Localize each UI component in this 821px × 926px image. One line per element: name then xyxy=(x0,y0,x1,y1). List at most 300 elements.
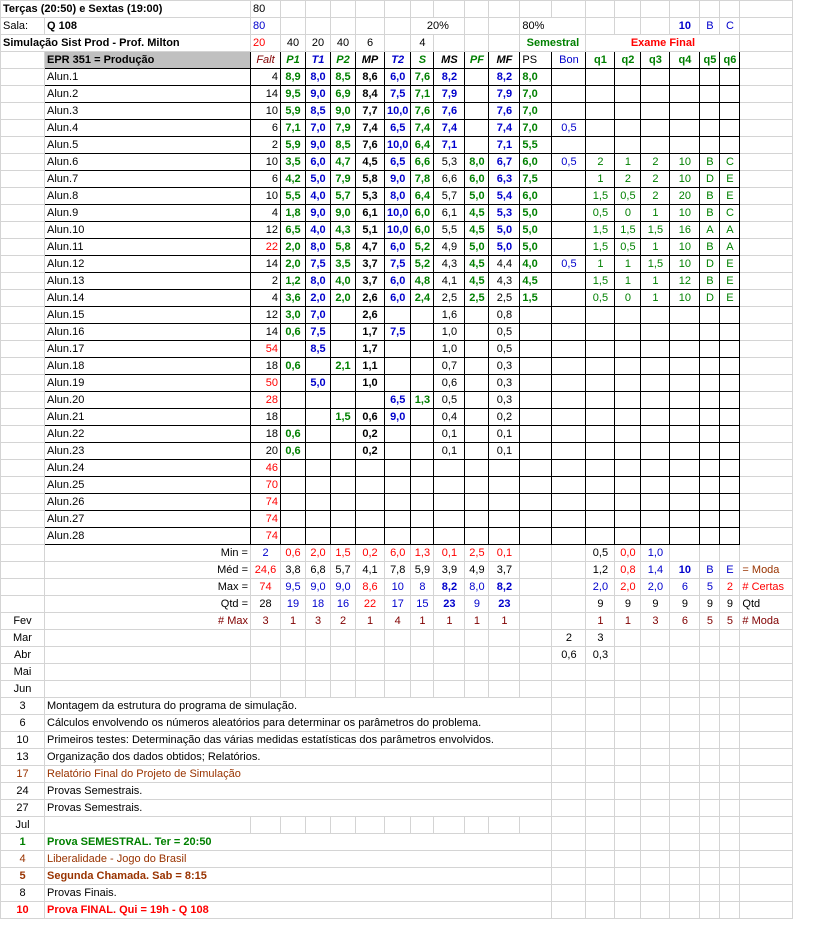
student-cell[interactable]: A xyxy=(720,239,740,256)
stats-value[interactable]: 17 xyxy=(385,596,411,613)
student-cell[interactable] xyxy=(331,443,356,460)
empty-cell[interactable] xyxy=(331,630,356,647)
student-cell[interactable]: 7,6 xyxy=(411,69,434,86)
student-cell[interactable] xyxy=(552,290,586,307)
student-cell[interactable] xyxy=(700,69,720,86)
empty-cell[interactable] xyxy=(1,205,45,222)
student-cell[interactable]: 7,5 xyxy=(306,256,331,273)
weight-5[interactable]: 4 xyxy=(411,35,434,52)
student-cell[interactable]: 7,5 xyxy=(520,171,552,188)
student-name[interactable]: Alun.19 xyxy=(45,375,251,392)
stats-note[interactable]: Qtd xyxy=(740,596,793,613)
student-cell[interactable] xyxy=(465,69,489,86)
empty-cell[interactable] xyxy=(465,35,489,52)
empty-cell[interactable] xyxy=(281,18,306,35)
student-cell[interactable]: 0,2 xyxy=(489,409,520,426)
empty-cell[interactable] xyxy=(1,69,45,86)
student-cell[interactable]: 1,5 xyxy=(586,222,615,239)
empty-cell[interactable] xyxy=(740,443,793,460)
student-name[interactable]: Alun.17 xyxy=(45,341,251,358)
schedule-day[interactable]: 17 xyxy=(1,766,45,783)
student-cell[interactable] xyxy=(586,409,615,426)
student-cell[interactable]: 6,6 xyxy=(434,171,465,188)
student-cell[interactable]: 7,7 xyxy=(356,103,385,120)
student-cell[interactable]: 0,8 xyxy=(489,307,520,324)
student-cell[interactable] xyxy=(385,307,411,324)
month-mai[interactable]: Mai xyxy=(1,664,45,681)
student-cell[interactable]: 6,5 xyxy=(385,392,411,409)
student-cell[interactable]: 4,7 xyxy=(331,154,356,171)
empty-cell[interactable] xyxy=(1,579,45,596)
student-cell[interactable]: 7,9 xyxy=(434,86,465,103)
student-cell[interactable]: 0,1 xyxy=(489,443,520,460)
stats-value[interactable]: 2 xyxy=(251,545,281,562)
student-cell[interactable]: 3,6 xyxy=(281,290,306,307)
stats-value[interactable]: 0,1 xyxy=(489,545,520,562)
student-cell[interactable] xyxy=(641,324,670,341)
student-cell[interactable]: B xyxy=(700,188,720,205)
weight-4[interactable] xyxy=(385,35,411,52)
student-name[interactable]: Alun.26 xyxy=(45,494,251,511)
student-cell[interactable]: 14 xyxy=(251,256,281,273)
empty-cell[interactable] xyxy=(641,868,670,885)
student-cell[interactable]: 2 xyxy=(251,137,281,154)
student-cell[interactable]: 5,5 xyxy=(520,137,552,154)
student-name[interactable]: Alun.20 xyxy=(45,392,251,409)
student-cell[interactable] xyxy=(670,460,700,477)
student-cell[interactable] xyxy=(281,375,306,392)
student-cell[interactable] xyxy=(411,460,434,477)
student-cell[interactable] xyxy=(552,392,586,409)
empty-cell[interactable] xyxy=(615,732,641,749)
student-cell[interactable] xyxy=(670,324,700,341)
empty-cell[interactable] xyxy=(615,715,641,732)
empty-cell[interactable] xyxy=(740,52,793,69)
student-cell[interactable]: 28 xyxy=(251,392,281,409)
student-cell[interactable] xyxy=(720,137,740,154)
student-cell[interactable] xyxy=(520,392,552,409)
student-name[interactable]: Alun.25 xyxy=(45,477,251,494)
student-cell[interactable] xyxy=(465,443,489,460)
empty-cell[interactable] xyxy=(641,647,670,664)
empty-cell[interactable] xyxy=(720,715,740,732)
student-cell[interactable]: 5,7 xyxy=(434,188,465,205)
student-cell[interactable] xyxy=(465,120,489,137)
empty-cell[interactable] xyxy=(586,698,615,715)
schedule-text[interactable]: Prova SEMESTRAL. Ter = 20:50 xyxy=(45,834,552,851)
schedule-text[interactable]: Prova FINAL. Qui = 19h - Q 108 xyxy=(45,902,552,919)
weight-1[interactable]: 20 xyxy=(306,35,331,52)
student-cell[interactable]: 10 xyxy=(670,171,700,188)
schedule-day[interactable]: 27 xyxy=(1,800,45,817)
student-cell[interactable] xyxy=(641,460,670,477)
student-cell[interactable]: 6,5 xyxy=(281,222,306,239)
empty-cell[interactable] xyxy=(251,664,281,681)
student-cell[interactable]: 50 xyxy=(251,375,281,392)
student-cell[interactable] xyxy=(670,477,700,494)
student-cell[interactable]: 5,8 xyxy=(356,171,385,188)
student-cell[interactable]: 1,5 xyxy=(586,188,615,205)
student-cell[interactable]: 9,5 xyxy=(281,86,306,103)
student-cell[interactable] xyxy=(720,341,740,358)
student-cell[interactable] xyxy=(331,426,356,443)
student-cell[interactable] xyxy=(552,375,586,392)
student-cell[interactable]: 7,1 xyxy=(281,120,306,137)
stats-note[interactable]: = Moda xyxy=(740,562,793,579)
student-name[interactable]: Alun.6 xyxy=(45,154,251,171)
empty-cell[interactable] xyxy=(1,375,45,392)
empty-cell[interactable] xyxy=(1,222,45,239)
empty-cell[interactable] xyxy=(615,800,641,817)
student-cell[interactable] xyxy=(489,460,520,477)
empty-cell[interactable] xyxy=(411,664,434,681)
student-name[interactable]: Alun.3 xyxy=(45,103,251,120)
student-cell[interactable]: 6,7 xyxy=(489,154,520,171)
stats-value[interactable]: 1 xyxy=(489,613,520,630)
student-cell[interactable] xyxy=(385,460,411,477)
column-header-8[interactable]: MS xyxy=(434,52,465,69)
empty-cell[interactable] xyxy=(251,681,281,698)
student-cell[interactable]: 20 xyxy=(670,188,700,205)
empty-cell[interactable] xyxy=(641,766,670,783)
student-cell[interactable] xyxy=(641,409,670,426)
student-cell[interactable] xyxy=(670,103,700,120)
student-cell[interactable] xyxy=(720,324,740,341)
empty-cell[interactable] xyxy=(670,681,700,698)
schedule-day[interactable]: 10 xyxy=(1,732,45,749)
column-header-12[interactable]: Bon xyxy=(552,52,586,69)
empty-cell[interactable] xyxy=(641,817,670,834)
student-cell[interactable] xyxy=(670,392,700,409)
student-cell[interactable]: 8,5 xyxy=(306,341,331,358)
student-cell[interactable]: 2 xyxy=(641,154,670,171)
stats-note[interactable]: # Moda xyxy=(740,613,793,630)
student-cell[interactable] xyxy=(720,528,740,545)
student-cell[interactable]: D xyxy=(700,290,720,307)
student-cell[interactable]: 1,6 xyxy=(434,307,465,324)
empty-cell[interactable] xyxy=(700,766,720,783)
student-cell[interactable] xyxy=(520,426,552,443)
student-cell[interactable] xyxy=(465,86,489,103)
student-cell[interactable]: 74 xyxy=(251,511,281,528)
student-cell[interactable] xyxy=(465,426,489,443)
empty-cell[interactable] xyxy=(331,647,356,664)
empty-cell[interactable] xyxy=(720,698,740,715)
student-cell[interactable]: 1,5 xyxy=(331,409,356,426)
student-cell[interactable]: 9,0 xyxy=(331,103,356,120)
student-cell[interactable] xyxy=(385,375,411,392)
empty-cell[interactable] xyxy=(1,239,45,256)
empty-cell[interactable] xyxy=(615,766,641,783)
student-cell[interactable]: 1,1 xyxy=(356,358,385,375)
student-cell[interactable]: 0,5 xyxy=(552,120,586,137)
student-cell[interactable] xyxy=(356,511,385,528)
month-jul[interactable]: Jul xyxy=(1,817,45,834)
student-cell[interactable]: 0,6 xyxy=(434,375,465,392)
student-cell[interactable]: 6,0 xyxy=(411,222,434,239)
empty-cell[interactable] xyxy=(641,698,670,715)
stats-value[interactable]: 3,9 xyxy=(434,562,465,579)
stats-value[interactable]: 1 xyxy=(465,613,489,630)
student-cell[interactable] xyxy=(641,375,670,392)
student-cell[interactable]: 2,6 xyxy=(356,290,385,307)
student-cell[interactable] xyxy=(465,341,489,358)
student-cell[interactable] xyxy=(465,103,489,120)
student-cell[interactable] xyxy=(520,324,552,341)
student-name[interactable]: Alun.1 xyxy=(45,69,251,86)
student-cell[interactable]: 6,5 xyxy=(385,154,411,171)
empty-cell[interactable] xyxy=(306,1,331,18)
student-cell[interactable]: B xyxy=(700,205,720,222)
student-cell[interactable]: 0,6 xyxy=(281,443,306,460)
empty-cell[interactable] xyxy=(465,817,489,834)
empty-cell[interactable] xyxy=(740,120,793,137)
student-cell[interactable] xyxy=(411,511,434,528)
schedule-text[interactable]: Cálculos envolvendo os números aleatórios para determinar os parâmetros do problema. xyxy=(45,715,552,732)
student-cell[interactable]: 0,5 xyxy=(552,256,586,273)
student-cell[interactable] xyxy=(586,443,615,460)
student-cell[interactable]: 4,3 xyxy=(434,256,465,273)
empty-cell[interactable] xyxy=(356,630,385,647)
empty-cell[interactable] xyxy=(615,1,641,18)
empty-cell[interactable] xyxy=(385,817,411,834)
student-cell[interactable]: 2,6 xyxy=(356,307,385,324)
student-cell[interactable]: 5,3 xyxy=(356,188,385,205)
student-cell[interactable] xyxy=(641,494,670,511)
empty-cell[interactable] xyxy=(740,766,793,783)
student-cell[interactable] xyxy=(465,375,489,392)
empty-cell[interactable] xyxy=(331,1,356,18)
student-cell[interactable]: 6 xyxy=(251,171,281,188)
month-mar[interactable]: Mar xyxy=(1,630,45,647)
empty-cell[interactable] xyxy=(740,341,793,358)
student-cell[interactable]: 6,3 xyxy=(489,171,520,188)
student-cell[interactable]: E xyxy=(720,171,740,188)
student-cell[interactable]: 1 xyxy=(641,205,670,222)
stats-label[interactable]: Qtd = xyxy=(45,596,251,613)
student-cell[interactable] xyxy=(434,460,465,477)
student-cell[interactable] xyxy=(641,307,670,324)
empty-cell[interactable] xyxy=(615,698,641,715)
room-number[interactable]: 80 xyxy=(251,18,281,35)
student-cell[interactable]: 4,3 xyxy=(331,222,356,239)
empty-cell[interactable] xyxy=(586,902,615,919)
student-cell[interactable]: 9,0 xyxy=(306,205,331,222)
stats-value[interactable]: 2,0 xyxy=(615,579,641,596)
student-cell[interactable]: 74 xyxy=(251,528,281,545)
stats-value[interactable] xyxy=(552,562,586,579)
student-cell[interactable]: 7,5 xyxy=(385,324,411,341)
student-cell[interactable] xyxy=(552,528,586,545)
student-cell[interactable]: 46 xyxy=(251,460,281,477)
student-cell[interactable] xyxy=(670,528,700,545)
student-cell[interactable]: 5,0 xyxy=(306,171,331,188)
empty-cell[interactable] xyxy=(740,817,793,834)
student-cell[interactable]: 0,6 xyxy=(281,324,306,341)
student-cell[interactable] xyxy=(615,443,641,460)
student-cell[interactable] xyxy=(720,443,740,460)
student-name[interactable]: Alun.28 xyxy=(45,528,251,545)
student-cell[interactable]: 0,6 xyxy=(356,409,385,426)
empty-cell[interactable] xyxy=(700,902,720,919)
empty-cell[interactable] xyxy=(1,103,45,120)
student-cell[interactable] xyxy=(281,528,306,545)
stats-value[interactable]: 9 xyxy=(670,596,700,613)
student-cell[interactable]: 6,0 xyxy=(385,69,411,86)
empty-cell[interactable] xyxy=(740,239,793,256)
stats-value[interactable]: 9 xyxy=(586,596,615,613)
student-cell[interactable]: 7,1 xyxy=(411,86,434,103)
student-cell[interactable]: 5,7 xyxy=(331,188,356,205)
empty-cell[interactable] xyxy=(740,528,793,545)
stats-value[interactable]: 5 xyxy=(720,613,740,630)
student-cell[interactable]: 6,0 xyxy=(465,171,489,188)
empty-cell[interactable] xyxy=(1,171,45,188)
student-cell[interactable] xyxy=(552,205,586,222)
stats-value[interactable]: 0,0 xyxy=(615,545,641,562)
empty-cell[interactable] xyxy=(45,630,251,647)
student-cell[interactable]: 6,0 xyxy=(520,188,552,205)
student-cell[interactable]: 12 xyxy=(251,307,281,324)
empty-cell[interactable] xyxy=(720,834,740,851)
student-cell[interactable] xyxy=(641,477,670,494)
stats-value[interactable] xyxy=(520,545,552,562)
student-cell[interactable]: 1,5 xyxy=(615,222,641,239)
student-cell[interactable] xyxy=(465,528,489,545)
student-cell[interactable] xyxy=(356,528,385,545)
empty-cell[interactable] xyxy=(740,511,793,528)
empty-cell[interactable] xyxy=(306,817,331,834)
empty-cell[interactable] xyxy=(281,630,306,647)
student-cell[interactable]: 3,5 xyxy=(331,256,356,273)
student-name[interactable]: Alun.12 xyxy=(45,256,251,273)
stats-value[interactable]: 2,0 xyxy=(641,579,670,596)
student-cell[interactable] xyxy=(586,375,615,392)
stats-value[interactable]: 0,6 xyxy=(281,545,306,562)
student-cell[interactable]: C xyxy=(720,205,740,222)
student-cell[interactable] xyxy=(586,494,615,511)
student-cell[interactable]: 5,5 xyxy=(281,188,306,205)
student-cell[interactable]: 7,0 xyxy=(520,86,552,103)
student-cell[interactable]: 1,7 xyxy=(356,341,385,358)
student-cell[interactable]: 7,0 xyxy=(306,120,331,137)
student-cell[interactable]: 2,1 xyxy=(331,358,356,375)
empty-cell[interactable] xyxy=(411,647,434,664)
empty-cell[interactable] xyxy=(670,885,700,902)
empty-cell[interactable] xyxy=(670,749,700,766)
stats-value[interactable]: 6 xyxy=(670,579,700,596)
student-cell[interactable]: 6,4 xyxy=(411,188,434,205)
stats-value[interactable]: 19 xyxy=(281,596,306,613)
student-cell[interactable]: 7,1 xyxy=(434,137,465,154)
empty-cell[interactable] xyxy=(1,188,45,205)
student-cell[interactable] xyxy=(700,528,720,545)
student-cell[interactable]: 9,0 xyxy=(306,86,331,103)
student-cell[interactable]: 16 xyxy=(670,222,700,239)
student-cell[interactable]: 8,2 xyxy=(434,69,465,86)
stats-value[interactable]: 2,5 xyxy=(465,545,489,562)
student-cell[interactable]: 7,9 xyxy=(489,86,520,103)
empty-cell[interactable] xyxy=(670,1,700,18)
student-cell[interactable] xyxy=(306,511,331,528)
student-cell[interactable] xyxy=(356,392,385,409)
student-cell[interactable]: 6,0 xyxy=(385,273,411,290)
student-cell[interactable] xyxy=(520,460,552,477)
student-cell[interactable] xyxy=(306,494,331,511)
stats-value[interactable]: 2,0 xyxy=(306,545,331,562)
empty-cell[interactable] xyxy=(552,698,586,715)
student-cell[interactable] xyxy=(720,307,740,324)
stats-value[interactable]: 4,1 xyxy=(356,562,385,579)
stats-value[interactable]: 0,2 xyxy=(356,545,385,562)
empty-cell[interactable] xyxy=(489,630,520,647)
empty-cell[interactable] xyxy=(520,647,552,664)
stats-value[interactable]: 3 xyxy=(641,613,670,630)
student-cell[interactable]: 0,3 xyxy=(489,375,520,392)
empty-cell[interactable] xyxy=(720,817,740,834)
student-cell[interactable] xyxy=(411,324,434,341)
empty-cell[interactable] xyxy=(281,681,306,698)
student-cell[interactable]: 2,4 xyxy=(411,290,434,307)
stats-value[interactable]: 8 xyxy=(411,579,434,596)
student-cell[interactable] xyxy=(331,460,356,477)
student-cell[interactable] xyxy=(465,477,489,494)
q4-header[interactable]: 10 xyxy=(670,18,700,35)
student-cell[interactable]: E xyxy=(720,273,740,290)
student-name[interactable]: Alun.18 xyxy=(45,358,251,375)
empty-cell[interactable] xyxy=(1,511,45,528)
empty-cell[interactable] xyxy=(385,681,411,698)
student-cell[interactable] xyxy=(615,477,641,494)
empty-cell[interactable] xyxy=(700,630,720,647)
student-cell[interactable]: 12 xyxy=(251,222,281,239)
percent-80[interactable]: 80% xyxy=(520,18,586,35)
empty-cell[interactable] xyxy=(489,1,520,18)
column-header-11[interactable]: PS xyxy=(520,52,552,69)
student-cell[interactable] xyxy=(489,511,520,528)
column-header-14[interactable]: q2 xyxy=(615,52,641,69)
student-cell[interactable]: 5,1 xyxy=(356,222,385,239)
empty-cell[interactable] xyxy=(552,783,586,800)
empty-cell[interactable] xyxy=(489,664,520,681)
empty-cell[interactable] xyxy=(641,732,670,749)
student-cell[interactable] xyxy=(411,409,434,426)
student-cell[interactable]: 1,5 xyxy=(520,290,552,307)
student-cell[interactable]: 0,4 xyxy=(434,409,465,426)
student-cell[interactable]: 0,5 xyxy=(615,188,641,205)
student-cell[interactable]: 8,0 xyxy=(465,154,489,171)
stats-value[interactable]: 1,0 xyxy=(641,545,670,562)
stats-label[interactable]: # Max xyxy=(45,613,251,630)
student-cell[interactable]: 1 xyxy=(641,290,670,307)
student-cell[interactable] xyxy=(281,477,306,494)
month-value[interactable]: 3 xyxy=(586,630,615,647)
empty-cell[interactable] xyxy=(434,35,465,52)
student-cell[interactable] xyxy=(306,409,331,426)
student-cell[interactable] xyxy=(520,494,552,511)
empty-cell[interactable] xyxy=(1,409,45,426)
student-cell[interactable] xyxy=(586,426,615,443)
empty-cell[interactable] xyxy=(641,834,670,851)
student-cell[interactable] xyxy=(586,307,615,324)
empty-cell[interactable] xyxy=(641,630,670,647)
student-cell[interactable]: 4,5 xyxy=(465,222,489,239)
stats-value[interactable]: 1,3 xyxy=(411,545,434,562)
student-cell[interactable] xyxy=(306,426,331,443)
student-cell[interactable]: 2,5 xyxy=(489,290,520,307)
empty-cell[interactable] xyxy=(700,681,720,698)
stats-value[interactable]: 5 xyxy=(700,613,720,630)
